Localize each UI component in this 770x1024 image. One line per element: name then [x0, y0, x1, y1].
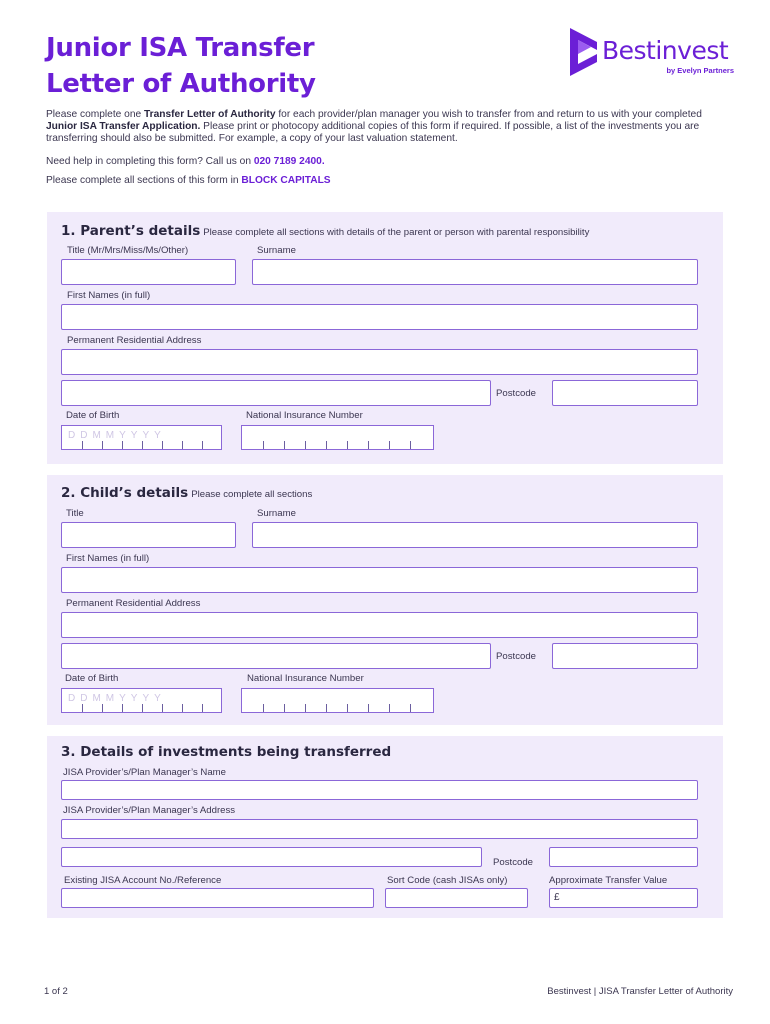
- section-2-heading: 2. Child’s details Please complete all sections: [61, 485, 313, 501]
- parent-postcode-field[interactable]: [552, 380, 698, 406]
- account-reference-field[interactable]: [61, 888, 374, 908]
- logo-subtext: by Evelyn Partners: [666, 66, 734, 75]
- transfer-value-label: Approximate Transfer Value: [549, 875, 668, 886]
- intro-text: [46, 109, 706, 187]
- bestinvest-logo: [567, 26, 742, 80]
- provider-postcode-field[interactable]: [549, 847, 698, 867]
- help-line: Need help in completing this form? Call us on 020 7189 2400.: [46, 156, 325, 167]
- parent-address-label: Permanent Residential Address: [67, 335, 202, 346]
- child-surname-field[interactable]: [252, 522, 698, 548]
- child-address-label: Permanent Residential Address: [66, 598, 201, 609]
- footer-title: Bestinvest | JISA Transfer Letter of Authority: [547, 986, 733, 997]
- child-dob-field[interactable]: [61, 688, 222, 713]
- section-1-heading: 1. Parent’s details Please complete all sections with details of the parent or person with parental responsibility: [61, 223, 590, 239]
- title-line-1: Junior ISA Transfer: [46, 33, 315, 63]
- parent-title-label: Title (Mr/Mrs/Miss/Ms/Other): [67, 245, 189, 256]
- sort-code-label: Sort Code (cash JISAs only): [387, 875, 508, 886]
- provider-postcode-label: Postcode: [493, 857, 534, 868]
- provider-name-field[interactable]: [61, 780, 698, 800]
- account-reference-label: Existing JISA Account No./Reference: [64, 875, 222, 886]
- provider-address-line2-field[interactable]: [61, 847, 482, 867]
- child-ni-field[interactable]: [241, 688, 434, 713]
- transfer-value-field[interactable]: [549, 888, 698, 908]
- child-first-names-label: First Names (in full): [66, 553, 150, 564]
- child-first-names-field[interactable]: [61, 567, 698, 593]
- parent-address-line1-field[interactable]: [61, 349, 698, 375]
- child-address-line1-field[interactable]: [61, 612, 698, 638]
- parent-surname-label: Surname: [257, 245, 296, 256]
- dob-placeholder: DDMMYYYY: [68, 430, 166, 441]
- bestinvest-logo-icon: [567, 26, 601, 78]
- parent-ni-label: National Insurance Number: [246, 410, 363, 421]
- page-number: 1 of 2: [44, 986, 68, 997]
- page-title: [46, 30, 316, 102]
- dob-placeholder: DDMMYYYY: [68, 693, 166, 704]
- logo-text: Bestinvest: [602, 36, 729, 65]
- title-line-2: Letter of Authority: [46, 69, 316, 99]
- section-3-heading: 3. Details of investments being transferred: [61, 744, 392, 760]
- caps-instruction: Please complete all sections of this form in BLOCK CAPITALS: [46, 175, 331, 186]
- child-title-field[interactable]: [61, 522, 236, 548]
- currency-symbol: £: [554, 892, 560, 903]
- child-postcode-label: Postcode: [496, 651, 537, 662]
- provider-address-line1-field[interactable]: [61, 819, 698, 839]
- parent-postcode-label: Postcode: [496, 388, 537, 399]
- parent-first-names-label: First Names (in full): [67, 290, 151, 301]
- section-parent-details: [47, 212, 723, 464]
- sort-code-field[interactable]: [385, 888, 528, 908]
- provider-name-label: JISA Provider’s/Plan Manager’s Name: [63, 767, 226, 778]
- child-ni-label: National Insurance Number: [247, 673, 364, 684]
- parent-first-names-field[interactable]: [61, 304, 698, 330]
- child-surname-label: Surname: [257, 508, 296, 519]
- parent-surname-field[interactable]: [252, 259, 698, 285]
- parent-dob-field[interactable]: [61, 425, 222, 450]
- parent-ni-field[interactable]: [241, 425, 434, 450]
- parent-title-field[interactable]: [61, 259, 236, 285]
- intro-paragraph: Please complete one Transfer Letter of Authority for each provider/plan manager you wish to transfer from and return to us with your completed Junior ISA Transfer Application. Please print or photocopy additional copies of this form if required. If possible, a list of the investments you are transferring should also be submitted. For example, a copy of your last valuation statement.: [46, 109, 702, 144]
- help-phone: 020 7189 2400.: [253, 156, 325, 167]
- child-postcode-field[interactable]: [552, 643, 698, 669]
- section-child-details: [47, 475, 723, 725]
- provider-address-label: JISA Provider’s/Plan Manager’s Address: [63, 805, 236, 816]
- child-title-label: Title: [66, 508, 84, 519]
- parent-address-line2-field[interactable]: [61, 380, 491, 406]
- child-dob-label: Date of Birth: [65, 673, 119, 684]
- section-investments: [47, 736, 723, 918]
- child-address-line2-field[interactable]: [61, 643, 491, 669]
- parent-dob-label: Date of Birth: [66, 410, 120, 421]
